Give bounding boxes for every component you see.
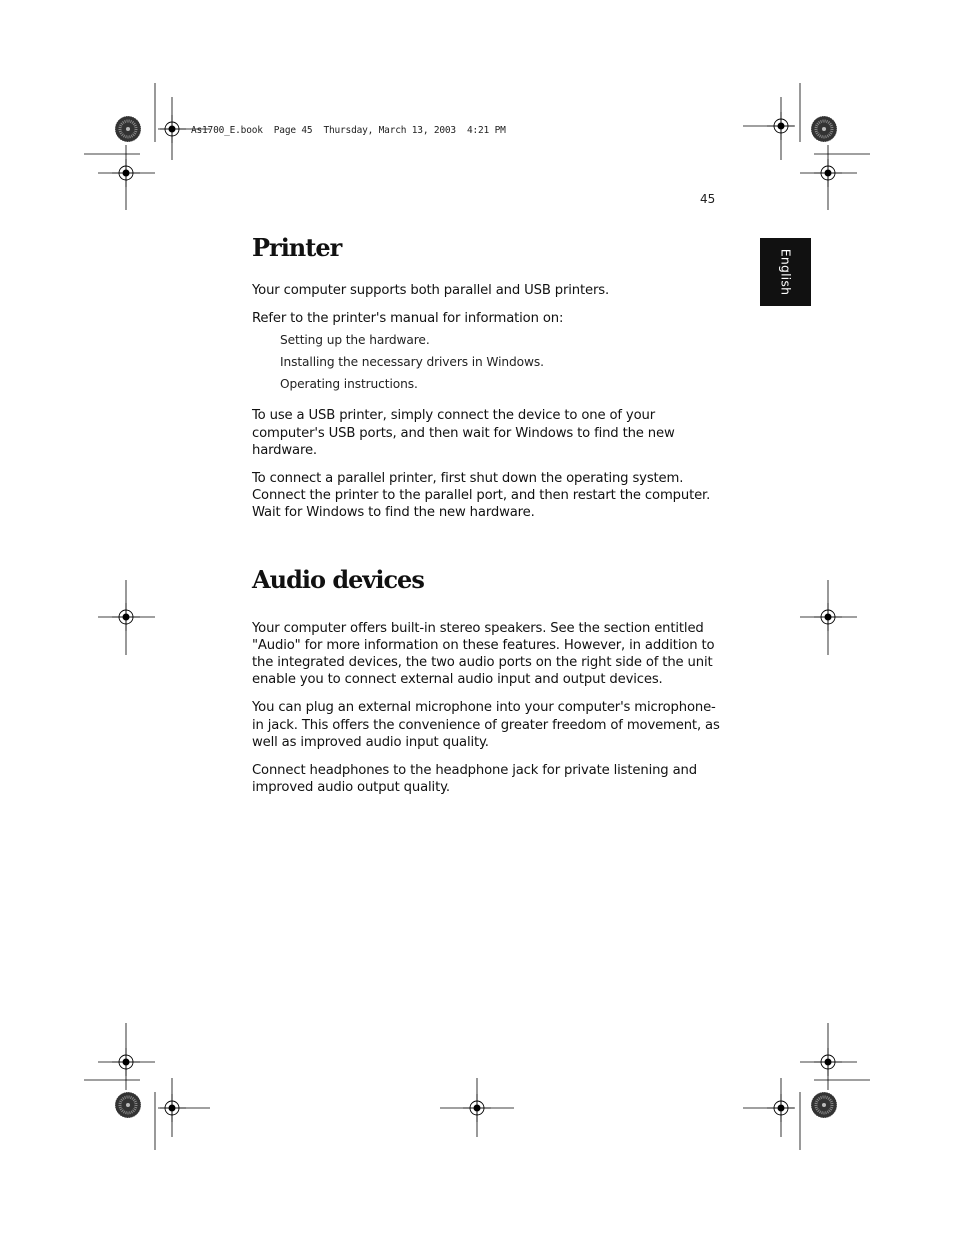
list-item: Operating instructions. bbox=[280, 377, 418, 392]
paragraph: You can plug an external microphone into your computer's microphone-in jack. This offers the convenience of greater freedom of movement, as well as improved audio input quality. bbox=[252, 700, 720, 750]
printer-section bbox=[252, 232, 722, 522]
page-content bbox=[252, 232, 722, 807]
printer-heading: Printer bbox=[252, 233, 342, 262]
paragraph: Connect headphones to the headphone jack for private listening and improved audio output quality. bbox=[252, 763, 697, 796]
list-item: Setting up the hardware. bbox=[280, 333, 430, 348]
print-slug-line: As1700_E.book Page 45 Thursday, March 13, 2003 4:21 PM bbox=[191, 125, 506, 136]
audio-devices-section bbox=[252, 564, 722, 797]
language-tab bbox=[760, 238, 811, 306]
language-tab-label: English bbox=[778, 248, 793, 296]
audio-devices-heading: Audio devices bbox=[252, 564, 424, 594]
page-number: 45 bbox=[700, 192, 716, 206]
printer-topics-list bbox=[252, 329, 722, 395]
paragraph: Your computer supports both parallel and USB printers. bbox=[252, 283, 609, 298]
paragraph: Refer to the printer's manual for information on: bbox=[252, 311, 564, 327]
paragraph: To use a USB printer, simply connect the device to one of your computer's USB ports, and then wait for Windows to find the new hardware. bbox=[252, 408, 675, 458]
paragraph: Your computer offers built-in stereo speakers. See the section entitled "Audio" for more information on these features. However, in addition to the integrated devices, the two audio ports on the right side of the unit enable you to connect external audio input and output devices. bbox=[252, 620, 715, 688]
paragraph: To connect a parallel printer, first shut down the operating system. Connect the printer to the parallel port, and then restart the computer. Wait for Windows to find the new hardware. bbox=[252, 471, 711, 521]
list-item: Installing the necessary drivers in Windows. bbox=[280, 355, 544, 370]
